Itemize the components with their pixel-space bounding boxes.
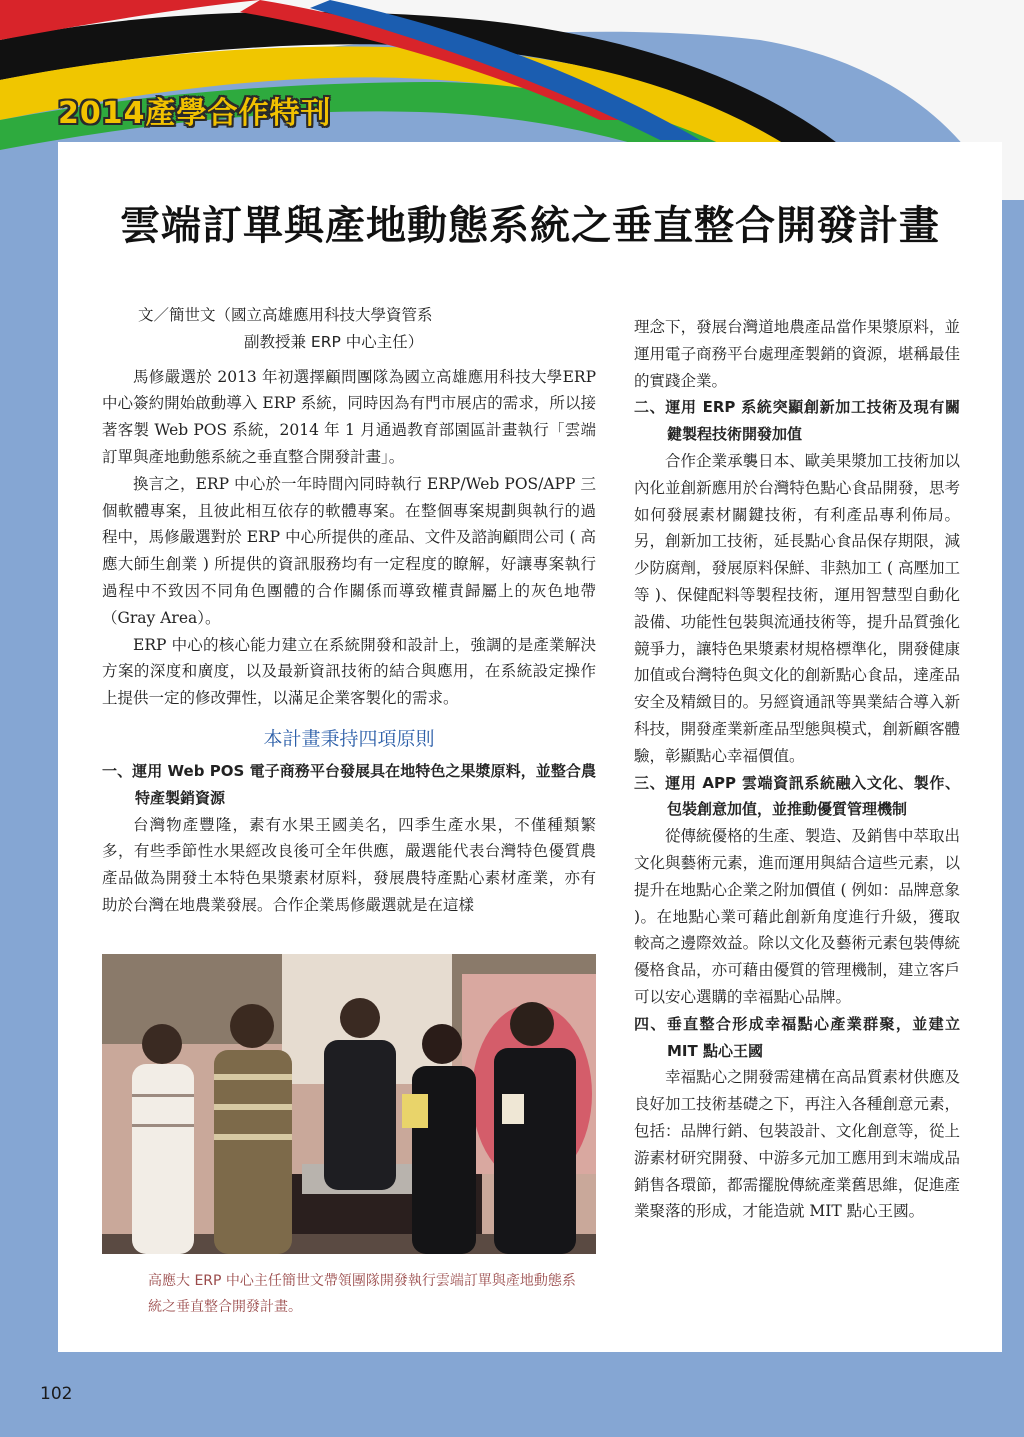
photo-caption: 高應大 ERP 中心主任簡世文帶領團隊開發執行雲端訂單與產地動態系統之垂直整合開發計畫。 [148,1273,576,1315]
intro-paragraph-1: 馬修嚴選於 2013 年初選擇顧問團隊為國立高雄應用科技大學ERP 中心簽約開始啟動導入 ERP 系統，同時因為有門市展店的需求，所以接著客製 Web POS 系統，2014 年 1 月通過教育部園區計畫執行「雲端訂單與產地動態系統之垂直整合開發計畫」。 [102,367,596,466]
principle-1-text: 台灣物產豐隆，素有水果王國美名，四季生產水果，不僅種類繁多，有些季節性水果經改良後可全年供應，嚴選能代表台灣特色優質農產品做為開發土本特色果漿素材原料，發展農特產點心素材產業，亦有助於台灣在地農業發展。合作企業馬修嚴選就是在這樣 [102,815,596,914]
article-title: 雲端訂單與產地動態系統之垂直整合開發計畫 [120,202,940,249]
article-panel [58,142,1002,1352]
principle-3-heading: 三、運用 APP 雲端資訊系統融入文化、製作、包裝創意加值，並推動優質管理機制 [634,773,960,819]
principle-2-heading: 二、運用 ERP 系統突顯創新加工技術及現有關鍵製程技術開發加值 [634,398,960,444]
principle-2-text: 合作企業承襲日本、歐美果漿加工技術加以內化並創新應用於台灣特色點心食品開發，思考如何發展素材關鍵技術，有利產品專利佈局。另，創新加工技術，延長點心食品保存期限，減少防腐劑，發展原料保鮮、非熱加工 ( 高壓加工等 )、保健配料等製程技術，運用智慧型自動化設備、功能性包裝與流通技術等，提升品質強化競爭力，讓特色果漿素材規格標準化，開發健康加值或台灣特色與文化的創新點心食品，達產品安全及精緻目的。另經資通訊等異業結合導入新科技，開發產業新產品型態與模式，創新顧客體驗，彰顯點心幸福價值。 [634,451,960,765]
principle-1-heading: 一、運用 Web POS 電子商務平台發展具在地特色之果漿原料，並整合農特產製銷資源 [102,761,596,807]
series-title: 2014產學合作特刊 [58,96,332,131]
author-line-2: 副教授兼 ERP 中心主任） [244,332,424,351]
intro-paragraph-2: 換言之，ERP 中心於一年時間內同時執行 ERP/Web POS/APP 三個軟體專案，且彼此相互依存的軟體專案。在整個專案規劃與執行的過程中，馬修嚴選對於 ERP 中心所提供的產品、文件及諮詢顧問公司 ( 高應大師生創業 ) 所提供的資訊服務均有一定程度的瞭解，好讓專案執行過程中不致因不同角色團體的合作關係而導致權責歸屬上的灰色地帶（Gray Area）。 [102,474,596,627]
page-number: 102 [40,1384,73,1404]
left-column [102,302,596,919]
author-line-1: 文／簡世文（國立高雄應用科技大學資管系 [138,306,433,324]
principle-1-continuation: 理念下，發展台灣道地農產品當作果漿原料，並運用電子商務平台處理產製銷的資源，堪稱最佳的實踐企業。 [634,318,960,390]
intro-paragraph-3: ERP 中心的核心能力建立在系統開發和設計上，強調的是產業解決方案的深度和廣度，以及最新資訊技術的結合與應用，在系統設定操作上提供一定的修改彈性，以滿足企業客製化的需求。 [102,635,596,708]
right-column [634,314,960,1225]
team-photo [102,954,596,1254]
principle-3-text: 從傳統優格的生產、製造、及銷售中萃取出文化與藝術元素，進而運用與結合這些元素，以提升在地點心企業之附加價值 ( 例如：品牌意象 )。在地點心業可藉此創新角度進行升級，獲取較高之邊際效益。除以文化及藝術元素包裝傳統優格食品，亦可藉由優質的管理機制，建立客戶可以安心選購的幸福點心品牌。 [634,827,960,1006]
section-subtitle: 本計畫秉持四項原則 [263,727,435,750]
principle-4-heading: 四、垂直整合形成幸福點心產業群聚，並建立 MIT 點心王國 [634,1014,960,1060]
principle-4-text: 幸福點心之開發需建構在高品質素材供應及良好加工技術基礎之下，再注入各種創意元素，包括：品牌行銷、包裝設計、文化創意等，從上游素材研究開發、中游多元加工應用到末端成品銷售各環節，都需擺脫傳統產業舊思維，促進產業聚落的形成，才能造就 MIT 點心王國。 [634,1068,960,1221]
